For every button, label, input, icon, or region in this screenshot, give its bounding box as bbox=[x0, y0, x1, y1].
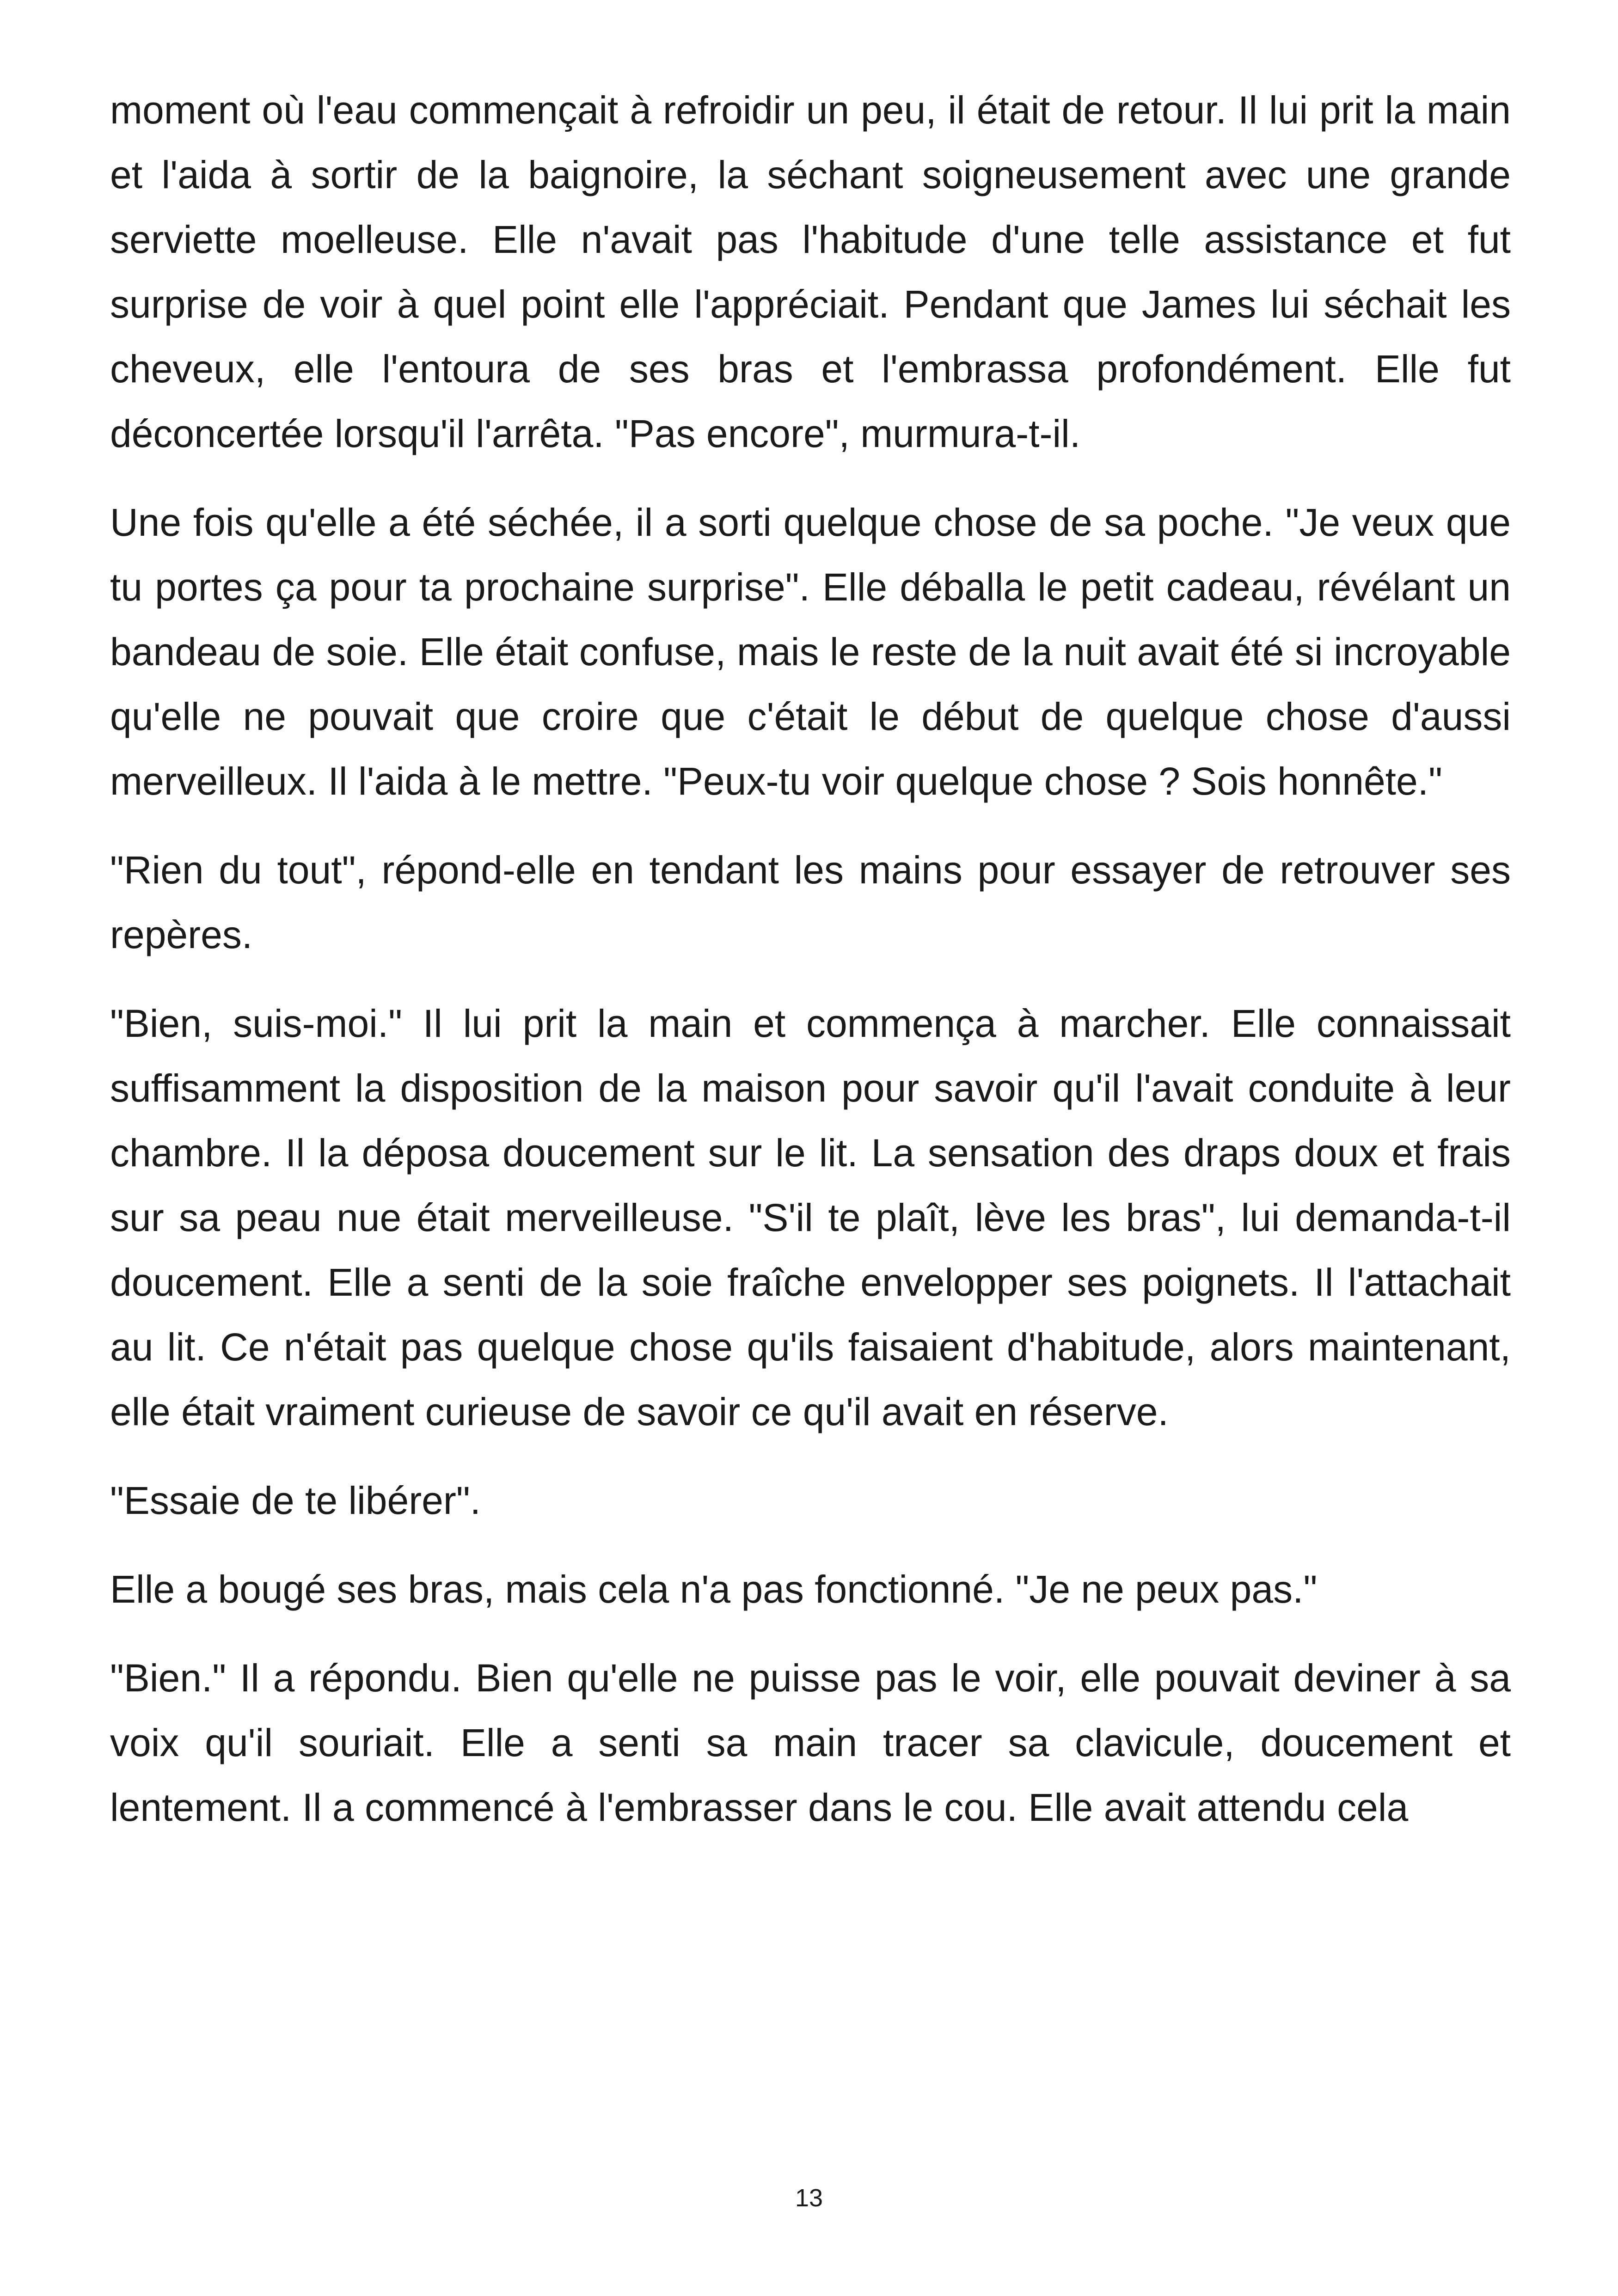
paragraph-3: "Rien du tout", répond-elle en tendant les mains pour essayer de retrouver ses repères. bbox=[110, 848, 1511, 956]
paragraph-4: "Bien, suis-moi." Il lui prit la main et commença à marcher. Elle connaissait suffisamment la disposition de la maison pour savoir qu'il l'avait conduite à leur chambre. Il la déposa doucement sur le lit. La sensation des draps doux et frais sur sa peau nue était merveilleuse. "S'il te plaît, lève les bras", lui demanda-t-il doucement. Elle a senti de la soie fraîche envelopper ses poignets. Il l'attachait au lit. Ce n'était pas quelque chose qu'ils faisaient d'habitude, alors maintenant, elle était vraiment curieuse de savoir ce qu'il avait en réserve. bbox=[110, 1002, 1511, 1433]
paragraph-2: Une fois qu'elle a été séchée, il a sorti quelque chose de sa poche. "Je veux que tu portes ça pour ta prochaine surprise". Elle déballa le petit cadeau, révélant un bandeau de soie. Elle était confuse, mais le reste de la nuit avait été si incroyable qu'elle ne pouvait que croire que c'était le début de quelque chose d'aussi merveilleux. Il l'aida à le mettre. "Peux-tu voir quelque chose ? Sois honnête." bbox=[110, 501, 1511, 803]
body-text bbox=[110, 78, 1511, 1864]
paragraph-5: "Essaie de te libérer". bbox=[110, 1479, 481, 1522]
paragraph-6: Elle a bougé ses bras, mais cela n'a pas fonctionné. "Je ne peux pas." bbox=[110, 1567, 1318, 1611]
paragraph-7: "Bien." Il a répondu. Bien qu'elle ne puisse pas le voir, elle pouvait deviner à sa voix qu'il souriait. Elle a senti sa main tracer sa clavicule, doucement et lentement. Il a commencé à l'embrasser dans le cou. Elle avait attendu cela bbox=[110, 1656, 1511, 1829]
paragraph-1: moment où l'eau commençait à refroidir un peu, il était de retour. Il lui prit la main et l'aida à sortir de la baignoire, la séchant soigneusement avec une grande serviette moelleuse. Elle n'avait pas l'habitude d'une telle assistance et fut surprise de voir à quel point elle l'appréciait. Pendant que James lui séchait les cheveux, elle l'entoura de ses bras et l'embrassa profondément. Elle fut déconcertée lorsqu'il l'arrêta. "Pas encore", murmura-t-il. bbox=[110, 88, 1511, 455]
page-number: 13 bbox=[795, 2184, 823, 2212]
